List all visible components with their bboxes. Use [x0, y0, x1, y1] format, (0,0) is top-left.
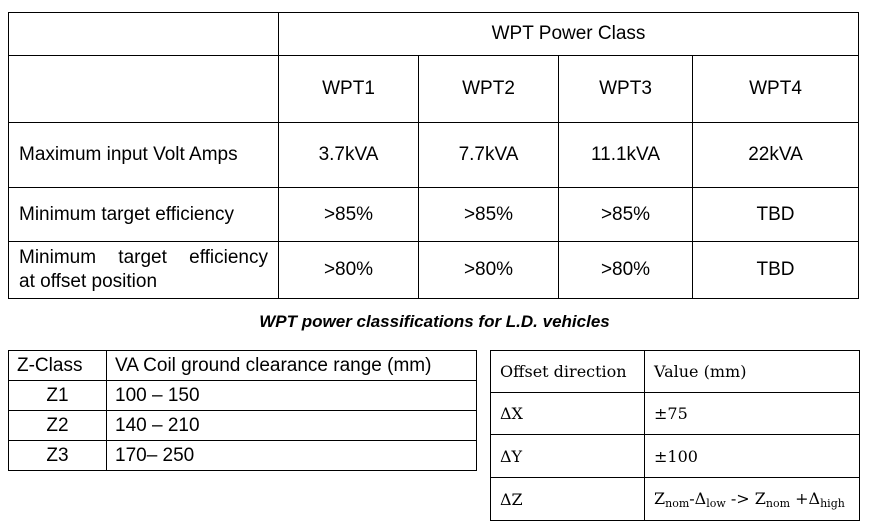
header-offset-direction: Offset direction [491, 351, 645, 393]
power-class-group-header: WPT Power Class [279, 13, 859, 56]
class-header-row [9, 56, 859, 123]
offset-direction-cell: ΔY [491, 435, 645, 478]
offset-direction-cell: ΔZ [491, 478, 645, 521]
z-symbol: Z [754, 488, 766, 508]
subscript-high: high [820, 496, 845, 510]
table-cell: >85% [419, 188, 559, 242]
table-cell: >85% [279, 188, 419, 242]
plus-delta: +Δ [790, 488, 821, 508]
table-row [9, 441, 477, 471]
table-row [9, 381, 477, 411]
empty-label-cell [9, 56, 279, 123]
class-header-wpt4: WPT4 [693, 56, 859, 123]
table-row [491, 478, 860, 521]
table-cell: 3.7kVA [279, 123, 419, 188]
z-class-cell: Z2 [9, 411, 107, 441]
table-row [491, 393, 860, 435]
empty-corner-cell [9, 13, 279, 56]
range-cell: 100 – 150 [107, 381, 477, 411]
class-header-wpt1: WPT1 [279, 56, 419, 123]
offset-value-cell: ±75 [645, 393, 860, 435]
table-row [9, 242, 859, 299]
class-header-wpt3: WPT3 [559, 56, 693, 123]
arrow-text: -> [725, 488, 755, 508]
table-header-row [9, 13, 859, 56]
table-cell: >80% [419, 242, 559, 299]
offset-value-cell [645, 478, 860, 521]
range-cell: 170– 250 [107, 441, 477, 471]
table-row [491, 435, 860, 478]
offset-value-cell: ±100 [645, 435, 860, 478]
z-class-table [8, 350, 477, 471]
class-header-wpt2: WPT2 [419, 56, 559, 123]
z-class-cell: Z1 [9, 381, 107, 411]
header-clearance-range: VA Coil ground clearance range (mm) [107, 351, 477, 381]
table-cell: >85% [559, 188, 693, 242]
table-header-row [9, 351, 477, 381]
table-row [9, 188, 859, 242]
table-cell: >80% [279, 242, 419, 299]
table-row [9, 411, 477, 441]
subscript-nom: nom [665, 496, 690, 510]
table-cell: 7.7kVA [419, 123, 559, 188]
z-symbol: Z [654, 488, 666, 508]
wpt-power-class-table [8, 12, 859, 299]
table-caption: WPT power classifications for L.D. vehicles [259, 312, 610, 331]
offset-direction-table [490, 350, 860, 521]
table-cell: >80% [559, 242, 693, 299]
range-cell: 140 – 210 [107, 411, 477, 441]
row-label-line-1: Minimum target efficiency [19, 247, 268, 268]
table-cell: 22kVA [693, 123, 859, 188]
row-label [9, 242, 279, 299]
header-value: Value (mm) [645, 351, 860, 393]
minus-delta: -Δ [689, 488, 707, 508]
offset-direction-cell: ΔX [491, 393, 645, 435]
header-z-class: Z-Class [9, 351, 107, 381]
table-row [9, 123, 859, 188]
subscript-low: low [706, 496, 726, 510]
table-cell: 11.1kVA [559, 123, 693, 188]
subscript-nom: nom [765, 496, 791, 510]
row-label: Maximum input Volt Amps [9, 123, 279, 188]
row-label: Minimum target efficiency [9, 188, 279, 242]
table-header-row [491, 351, 860, 393]
table-cell: TBD [693, 242, 859, 299]
table-cell: TBD [693, 188, 859, 242]
row-label-line-2: at offset position [19, 271, 158, 292]
z-class-cell: Z3 [9, 441, 107, 471]
